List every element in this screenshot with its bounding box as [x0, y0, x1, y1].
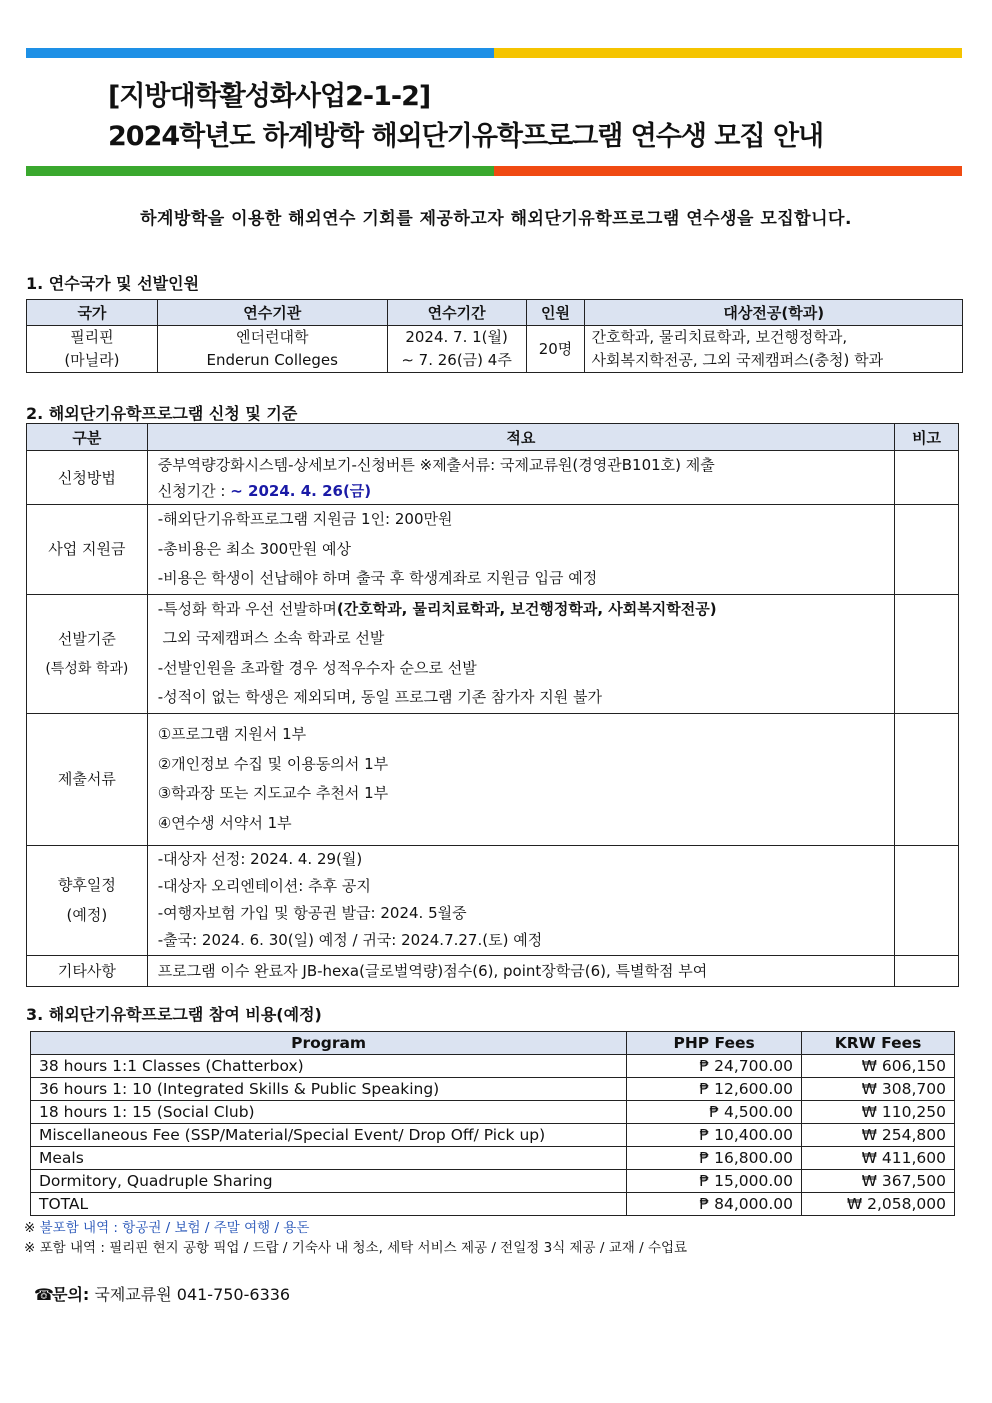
contact-line [34, 1282, 290, 1305]
section2-title: 2. 해외단기유학프로그램 신청 및 기준 [26, 404, 298, 423]
fee-krw: ₩ 411,600 [802, 1147, 955, 1170]
fee-total-label: TOTAL [31, 1193, 627, 1216]
header-php-fees: PHP Fees [627, 1032, 802, 1055]
header-period: 연수기간 [387, 300, 526, 326]
majors-line-2: 사회복지학전공, 그외 국제캠퍼스(충청) 학과 [591, 351, 884, 369]
fee-program: 38 hours 1:1 Classes (Chatterbox) [31, 1055, 627, 1078]
cell-majors [585, 326, 963, 373]
criteria-priority-majors: (간호학과, 물리치료학과, 보건행정학과, 사회복지학전공) [336, 599, 717, 618]
cell-period [387, 326, 526, 373]
note-excluded [24, 1216, 309, 1236]
fee-krw: ₩ 606,150 [802, 1055, 955, 1078]
fee-krw: ₩ 367,500 [802, 1170, 955, 1193]
content-apply [147, 451, 894, 505]
content-schedule [147, 845, 894, 955]
top-bar-yellow [494, 48, 962, 58]
country-name: 필리핀 [70, 328, 114, 346]
cell-count: 20명 [526, 326, 585, 373]
fee-row [31, 1078, 955, 1101]
row-apply [27, 451, 959, 505]
fee-row [31, 1101, 955, 1124]
bottom-bar-orange [494, 166, 962, 176]
country-table-header [27, 300, 963, 326]
row-schedule [27, 845, 959, 955]
fee-row [31, 1147, 955, 1170]
fee-php: ₱ 16,800.00 [627, 1147, 802, 1170]
content-criteria [147, 594, 894, 713]
category-apply: 신청방법 [27, 451, 148, 505]
contact-label: 문의: [52, 1285, 90, 1304]
country-table-row [27, 326, 963, 373]
remarks-support [895, 505, 959, 595]
country-city: (마닐라) [64, 351, 120, 369]
support-line-3: -비용은 학생이 선납해야 하며 출국 후 학생계좌로 지원금 입금 예정 [157, 569, 598, 587]
criteria-line-3: -선발인원을 초과할 경우 성적우수자 순으로 선발 [157, 658, 477, 677]
category-support: 사업 지원금 [27, 505, 148, 595]
country-table [26, 299, 963, 373]
fee-table-header [31, 1032, 955, 1055]
header-country: 국가 [27, 300, 158, 326]
note-excluded-text: 불포함 내역 : 항공권 / 보험 / 주말 여행 / 용돈 [39, 1220, 310, 1236]
remarks-criteria [895, 594, 959, 713]
content-support [147, 505, 894, 595]
fee-krw: ₩ 110,250 [802, 1101, 955, 1124]
apply-deadline: ∼ 2024. 4. 26(금) [230, 481, 372, 500]
document-item-1: ①프로그램 지원서 1부 [157, 725, 307, 743]
top-color-bar [26, 48, 962, 58]
schedule-label: 향후일정 [57, 876, 116, 894]
criteria-line-2: 그외 국제캠퍼스 소속 학과로 선발 [157, 629, 385, 647]
institution-korean: 엔더런대학 [236, 328, 309, 346]
bottom-bar-green [26, 166, 494, 176]
fee-krw: ₩ 254,800 [802, 1124, 955, 1147]
bottom-color-bar [26, 166, 962, 176]
remarks-schedule [895, 845, 959, 955]
fee-php: ₱ 12,600.00 [627, 1078, 802, 1101]
schedule-line-3: -여행자보험 가입 및 항공권 발급: 2024. 5월중 [157, 904, 467, 922]
fee-total-krw: ₩ 2,058,000 [802, 1193, 955, 1216]
fee-program: 36 hours 1: 10 (Integrated Skills & Public Speaking) [31, 1078, 627, 1101]
criteria-line-1-prefix: -특성화 학과 우선 선발하며 [157, 599, 337, 618]
header-remarks: 비고 [895, 424, 959, 451]
header-program: Program [31, 1032, 627, 1055]
category-etc: 기타사항 [27, 955, 148, 986]
schedule-line-2: -대상자 오리엔테이션: 추후 공지 [157, 877, 371, 895]
period-end: ∼ 7. 26(금) 4주 [401, 351, 512, 369]
criteria-line-4: -성적이 없는 학생은 제외되며, 동일 프로그램 기존 참가자 지원 불가 [157, 688, 603, 706]
fee-table [30, 1031, 955, 1216]
document-item-4: ④연수생 서약서 1부 [157, 813, 292, 832]
fee-total-row [31, 1193, 955, 1216]
application-table [26, 423, 959, 987]
criteria-sublabel: (특성화 학과) [45, 660, 129, 677]
fee-total-php: ₱ 84,000.00 [627, 1193, 802, 1216]
note-excluded-prefix: ※ [24, 1220, 40, 1236]
fee-program: Miscellaneous Fee (SSP/Material/Special Event/ Drop Off/ Pick up) [31, 1124, 627, 1147]
row-criteria [27, 594, 959, 713]
document-item-2: ②개인정보 수집 및 이용동의서 1부 [157, 754, 389, 773]
section3-title: 3. 해외단기유학프로그램 참여 비용(예정) [26, 1005, 322, 1024]
remarks-etc [895, 955, 959, 986]
apply-period [158, 478, 888, 504]
telephone-icon: ☎ [34, 1285, 54, 1304]
fee-php: ₱ 15,000.00 [627, 1170, 802, 1193]
etc-line: 프로그램 이수 완료자 JB-hexa(글로벌역량)점수(6), point장학금(6), 특별학점 부여 [157, 961, 708, 980]
fee-row [31, 1170, 955, 1193]
intro-text: 하계방학을 이용한 해외연수 기회를 제공하고자 해외단기유학프로그램 연수생을 모집합니다. [140, 209, 852, 229]
row-support [27, 505, 959, 595]
fee-php: ₱ 24,700.00 [627, 1055, 802, 1078]
category-criteria [27, 594, 148, 713]
document-item-3: ③학과장 또는 지도교수 추천서 1부 [157, 784, 389, 802]
criteria-label: 선발기준 [57, 629, 116, 648]
schedule-sublabel: (예정) [66, 906, 108, 924]
header-category: 구분 [27, 424, 148, 451]
category-schedule [27, 845, 148, 955]
header-summary: 적요 [147, 424, 894, 451]
application-table-header [27, 424, 959, 451]
contact-value: 국제교류원 041-750-6336 [89, 1285, 291, 1304]
remarks-documents [895, 713, 959, 845]
support-line-1: -해외단기유학프로그램 지원금 1인: 200만원 [157, 510, 453, 528]
majors-line-1: 간호학과, 물리치료학과, 보건행정학과, [591, 328, 848, 346]
criteria-line-1 [158, 595, 888, 625]
fee-krw: ₩ 308,700 [802, 1078, 955, 1101]
top-bar-blue [26, 48, 494, 58]
apply-period-label: 신청기간 : [157, 481, 231, 500]
fee-program: Dormitory, Quadruple Sharing [31, 1170, 627, 1193]
institution-english: Enderun Colleges [206, 351, 338, 369]
fee-row [31, 1055, 955, 1078]
apply-line-1: 중부역량강화시스템-상세보기-신청버튼 ※제출서류: 국제교류원(경영관B101호) 제출 [157, 455, 715, 474]
header-count: 인원 [526, 300, 585, 326]
header-krw-fees: KRW Fees [802, 1032, 955, 1055]
period-start: 2024. 7. 1(월) [405, 328, 508, 346]
row-documents [27, 713, 959, 845]
cell-country [27, 326, 158, 373]
title-line-2: 2024학년도 하계방학 해외단기유학프로그램 연수생 모집 안내 [108, 121, 824, 152]
title-line-1: [지방대학활성화사업2-1-2] [108, 81, 431, 112]
header-institution: 연수기관 [157, 300, 387, 326]
fee-program: 18 hours 1: 15 (Social Club) [31, 1101, 627, 1124]
note-included: ※ 포함 내역 : 필리핀 현지 공항 픽업 / 드랍 / 기숙사 내 청소, 세탁 서비스 제공 / 전일정 3식 제공 / 교재 / 수업료 [24, 1240, 688, 1256]
schedule-line-4: -출국: 2024. 6. 30(일) 예정 / 귀국: 2024.7.27.(토) 예정 [157, 931, 543, 949]
header-majors: 대상전공(학과) [585, 300, 963, 326]
fee-php: ₱ 4,500.00 [627, 1101, 802, 1124]
remarks-apply [895, 451, 959, 505]
schedule-line-1: -대상자 선정: 2024. 4. 29(월) [157, 850, 363, 868]
fee-php: ₱ 10,400.00 [627, 1124, 802, 1147]
fee-program: Meals [31, 1147, 627, 1170]
content-etc [147, 955, 894, 986]
cell-institution [157, 326, 387, 373]
content-documents [147, 713, 894, 845]
fee-row [31, 1124, 955, 1147]
row-etc [27, 955, 959, 986]
category-documents: 제출서류 [27, 713, 148, 845]
support-line-2: -총비용은 최소 300만원 예상 [157, 539, 351, 558]
section1-title: 1. 연수국가 및 선발인원 [26, 274, 200, 293]
